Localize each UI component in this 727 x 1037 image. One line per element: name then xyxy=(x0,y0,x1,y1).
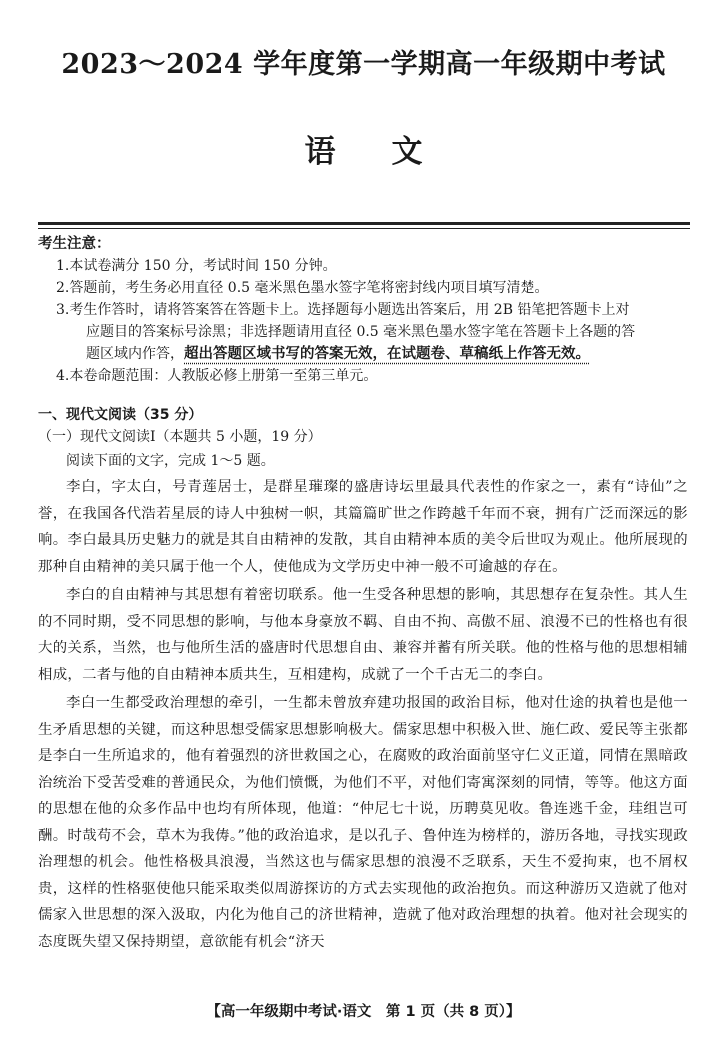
notice-item-3-line-2: 应题目的答案标号涂黑；非选择题请用直径 0.5 毫米黑色墨水签字笔在答题卡上各题的答 xyxy=(86,324,636,340)
subject-title: 语文 xyxy=(304,134,479,170)
candidate-notice xyxy=(38,233,688,387)
passage-paragraph-2: 李白的自由精神与其思想有着密切联系。他一生受各种思想的影响，其思想存在复杂性。其人生的不同时期，受不同思想的影响，与他本身豪放不羁、自由不拘、高傲不屈、浪漫不已的性格也有很大的关系，当然，也与他所生活的盛唐时代思想自由、兼容并蓄有所关联。他的性格与他的思想相辅相成，二者与他的自由精神本质共生，互相建构，成就了一个千古无二的李白。 xyxy=(38,587,688,683)
exam-title: 2023～2024 学年度第一学期高一年级期中考试 xyxy=(61,49,666,80)
notice-item-3-line-1: 3.考生作答时，请将答案答在答题卡上。选择题每小题选出答案后，用 2B 铅笔把答题卡上对 xyxy=(56,302,630,318)
page-footer: 【高一年级期中考试·语文 第 1 页（共 8 页）】 xyxy=(206,1004,521,1020)
notice-item-3-prefix: 题区域内作答， xyxy=(86,346,184,362)
notice-item-1: 1.本试卷满分 150 分，考试时间 150 分钟。 xyxy=(56,258,337,274)
header-divider-thin xyxy=(38,228,690,229)
passage-paragraph-1: 李白，字太白，号青莲居士，是群星璀璨的盛唐诗坛里最具代表性的作家之一，素有“诗仙”之誉，在我国各代浩若星辰的诗人中独树一帜，其篇篇旷世之作跨越千年而不衰，拥有广泛而深远的影响。李白最具历史魅力的就是其自由精神的发散，其自由精神本质的美令后世叹为观止。他所展现的那种自由精神的美只属于他一个人，使他成为文学历史中神一般不可逾越的存在。 xyxy=(38,479,688,575)
reading-instruction: 阅读下面的文字，完成 1～5 题。 xyxy=(66,453,275,469)
passage-paragraph-3: 李白一生都受政治理想的牵引，一生都未曾放弃建功报国的政治目标，他对仕途的执着也是他一生矛盾思想的关键，而这种思想受儒家思想影响极大。儒家思想中积极入世、施仁政、爱民等主张都是李白一生所追求的，他有着强烈的济世救国之心，在腐败的政治面前坚守仁义正道，同情在黑暗政治统治下受苦受难的普通民众，为他们愤慨，为他们不平，对他们寄寓深刻的同情，等等。他这方面的思想在他的众多作品中也均有所体现，他道：“仲尼七十说，历聘莫见收。鲁连逃千金，珪组岂可酬。时哉苟不会，草木为我俦。”他的政治追求，是以孔子、鲁仲连为榜样的，游历各地，寻找实现政治理想的机会。他性格极具浪漫，当然这也与儒家思想的浪漫不乏联系，天生不爱拘束，也不屑权贵，这样的性格驱使他只能采取类似周游探访的方式去实现他的政治抱负。而这种游历又造就了他对儒家入世思想的深入汲取，内化为他自己的济世精神，造就了他对政治理想的执着。他对社会现实的态度既失望又保持期望，意欲能有机会“济天 xyxy=(38,695,688,950)
notice-item-2: 2.答题前，考生务必用直径 0.5 毫米黑色墨水签字笔将密封线内项目填写清楚。 xyxy=(56,280,549,296)
notice-title: 考生注意： xyxy=(38,236,111,252)
section-heading: 一、现代文阅读（35 分） xyxy=(38,407,203,423)
notice-emphasis-warning: 超出答题区域书写的答案无效，在试题卷、草稿纸上作答无效。 xyxy=(184,346,590,362)
notice-item-3 xyxy=(38,299,688,365)
header-divider-thick xyxy=(38,222,690,225)
reading-section xyxy=(38,404,688,955)
notice-item-3-line-3 xyxy=(71,343,688,365)
section-subheading: （一）现代文阅读Ⅰ（本题共 5 小题，19 分） xyxy=(38,429,322,445)
notice-item-4: 4.本卷命题范围：人教版必修上册第一至第三单元。 xyxy=(56,368,378,384)
